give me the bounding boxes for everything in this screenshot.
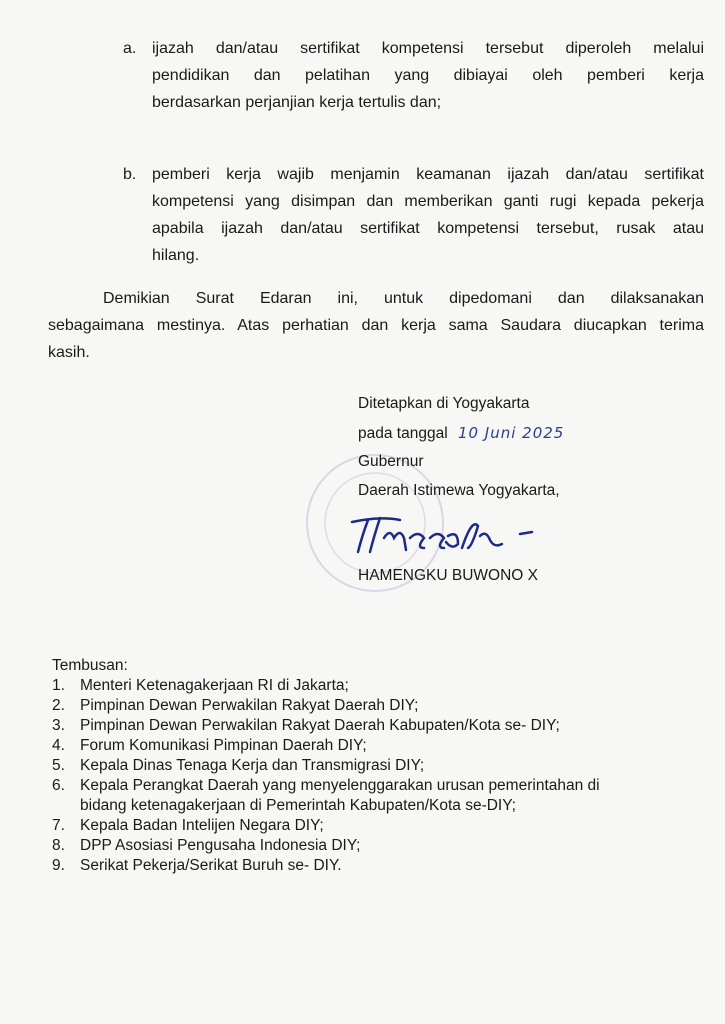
item-line: ijazah dan/atau sertifikat kompetensi tersebut diperoleh melalui: [152, 40, 704, 57]
item-text: Menteri Ketenagakerjaan RI di Jakarta;: [80, 677, 349, 694]
signature-block: [358, 390, 564, 505]
item-number: 2.: [52, 697, 65, 714]
item-number: 8.: [52, 837, 65, 854]
tembusan-heading: Tembusan:: [52, 657, 128, 674]
date-line: [358, 419, 564, 449]
title-governor: Gubernur: [358, 453, 424, 470]
closing-line: Demikian Surat Edaran ini, untuk dipedomani dan dilaksanakan: [103, 290, 704, 307]
signatory-name: HAMENGKU BUWONO X: [358, 567, 538, 584]
item-line: berdasarkan perjanjian kerja tertulis dan;: [152, 94, 442, 111]
item-line: pendidikan dan pelatihan yang dibiayai oleh pemberi kerja: [152, 67, 704, 84]
place-text: Ditetapkan di Yogyakarta: [358, 395, 530, 412]
item-number: 4.: [52, 737, 65, 754]
item-text: bidang ketenagakerjaan di Pemerintah Kabupaten/Kota se-DIY;: [80, 797, 516, 814]
item-line: kompetensi yang disimpan dan memberikan ganti rugi kepada pekerja: [152, 193, 704, 210]
tembusan-list: [52, 676, 692, 896]
item-number: 6.: [52, 777, 65, 794]
title-region: Daerah Istimewa Yogyakarta,: [358, 481, 560, 499]
item-label: a.: [123, 40, 137, 57]
item-line: hilang.: [152, 247, 200, 264]
item-line: pemberi kerja wajib menjamin keamanan ijazah dan/atau sertifikat: [152, 166, 704, 183]
item-text: Kepala Perangkat Daerah yang menyelenggarakan urusan pemerintahan di: [80, 777, 600, 794]
item-text: Pimpinan Dewan Perwakilan Rakyat Daerah Kabupaten/Kota se- DIY;: [80, 717, 560, 734]
item-number: 5.: [52, 757, 65, 774]
date-handwritten: 10 Juni 2025: [457, 423, 565, 442]
item-text: Kepala Dinas Tenaga Kerja dan Transmigrasi DIY;: [80, 757, 425, 774]
closing-line: kasih.: [48, 344, 90, 361]
item-text: DPP Asosiasi Pengusaha Indonesia DIY;: [80, 837, 361, 854]
item-text: Pimpinan Dewan Perwakilan Rakyat Daerah DIY;: [80, 697, 419, 714]
item-line: apabila ijazah dan/atau sertifikat kompetensi tersebut, rusak atau: [152, 220, 704, 237]
item-number: 9.: [52, 857, 65, 874]
item-label: b.: [123, 166, 137, 183]
handwritten-signature: [340, 508, 570, 558]
item-number: 3.: [52, 717, 65, 734]
date-label: pada tanggal: [358, 424, 448, 442]
item-text: Kepala Badan Intelijen Negara DIY;: [80, 817, 324, 834]
closing-line: sebagaimana mestinya. Atas perhatian dan kerja sama Saudara diucapkan terima: [48, 317, 704, 334]
item-text: Serikat Pekerja/Serikat Buruh se- DIY.: [80, 857, 342, 874]
item-number: 7.: [52, 817, 65, 834]
item-text: Forum Komunikasi Pimpinan Daerah DIY;: [80, 737, 367, 754]
item-number: 1.: [52, 677, 65, 694]
